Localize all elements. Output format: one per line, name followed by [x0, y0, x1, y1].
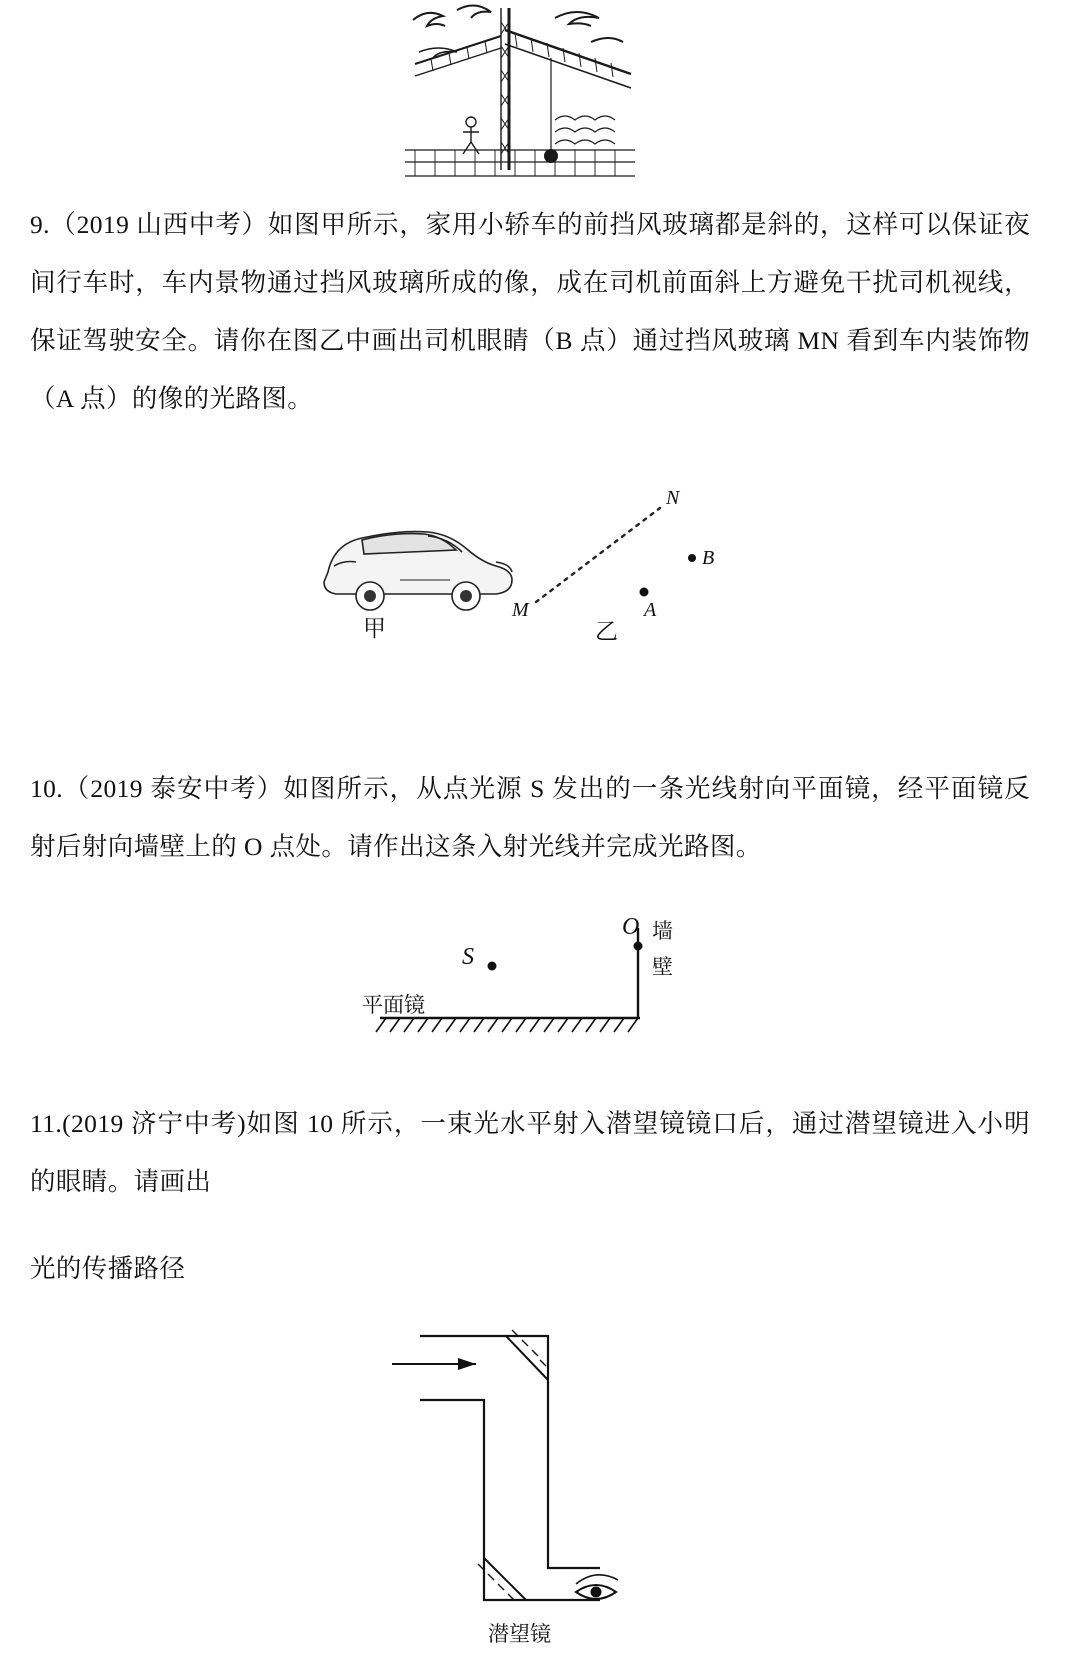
question-11-text — [30, 1095, 1030, 1211]
svg-text:壁: 壁 — [652, 956, 673, 979]
question-9-figure — [300, 480, 780, 660]
svg-text:S: S — [462, 944, 474, 970]
question-11-figure — [380, 1300, 680, 1650]
svg-text:B: B — [702, 547, 715, 569]
svg-text:A: A — [644, 599, 657, 621]
crane-sketch-figure — [405, 0, 635, 190]
figure-label-yi: 乙 — [595, 619, 618, 644]
svg-text:M: M — [512, 599, 529, 621]
svg-text:墙: 墙 — [652, 920, 673, 943]
svg-text:N: N — [666, 487, 680, 509]
figure-caption-periscope: 潜望镜 — [488, 1623, 551, 1646]
question-11-text-line3: 光的传播路径 — [30, 1254, 186, 1283]
question-9-text: 9.（2019 山西中考）如图甲所示，家用小轿车的前挡风玻璃都是斜的，这样可以保证夜间行车时，车内景物通过挡风玻璃所成的像，成在司机前面斜上方避免干扰司机视线，保证驾驶安全。请你在图乙中画出司机眼睛（B 点）通过挡风玻璃 MN 看到车内装饰物（A 点）的像的光路图。 — [30, 210, 1030, 413]
svg-text:平面镜: 平面镜 — [362, 994, 425, 1017]
question-10-figure — [340, 910, 740, 1060]
question-11-line1: 11.(2019 济宁中考)如图 10 所示，一束光水平射入潜望镜镜口后，通过潜望镜进入小明的眼睛。请画出 — [30, 1109, 1030, 1196]
figure-label-jia: 甲 — [363, 616, 386, 641]
svg-text:O: O — [622, 914, 640, 940]
question-10-text: 10.（2019 泰安中考）如图所示，从点光源 S 发出的一条光线射向平面镜，经平面镜反射后射向墙壁上的 O 点处。请作出这条入射光线并完成光路图。 — [30, 774, 1030, 861]
